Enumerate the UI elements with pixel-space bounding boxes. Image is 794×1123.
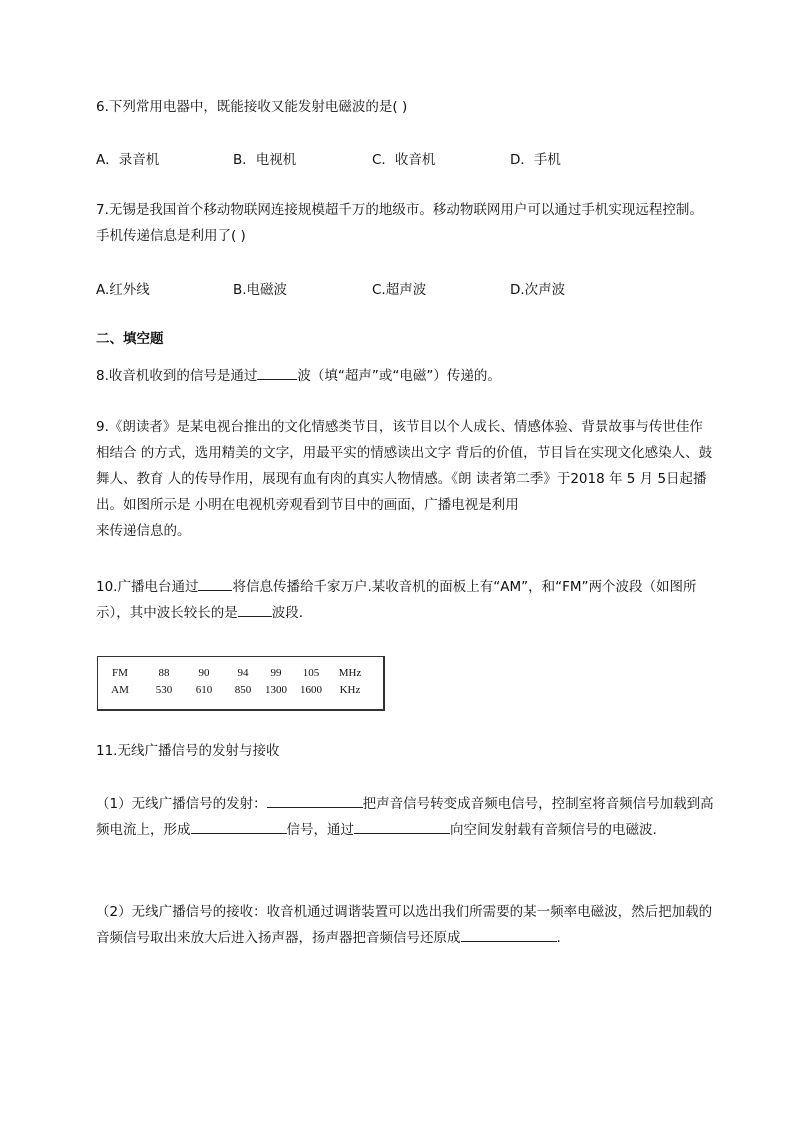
q11-blank-1[interactable] [267,793,363,808]
fm-value: 105 [302,667,320,679]
q6-option-c: C．收音机 [372,152,436,168]
fm-value: 94 [237,667,249,679]
am-row [98,684,383,700]
fm-unit: MHz [338,667,362,679]
q6-option-a: A．录音机 [96,152,160,168]
question-8 [96,363,716,389]
am-value: 1600 [300,684,322,696]
q8-text-before: 8.收音机收到的信号是通过 [96,368,258,384]
fm-value: 88 [158,667,170,679]
q11-blank-2[interactable] [191,819,287,834]
q10-part-3: 波段. [271,605,304,621]
q7-option-b: B.电磁波 [233,282,288,298]
fm-label: FM [112,667,128,679]
fm-value: 90 [198,667,210,679]
question-6-stem: 6.下列常用电器中，既能接收又能发射电磁波的是( ) [96,99,408,115]
q9-tail: 来传递信息的。 [96,523,191,539]
question-6-options [96,148,716,168]
q6-option-d: D．手机 [510,152,561,168]
am-label: AM [111,684,129,696]
q10-blank-2[interactable] [238,602,272,617]
section-heading-fill-in: 二、填空题 [96,331,164,347]
question-7-stem: 7.无锡是我国首个移动物联网连接规模超千万的地级市。移动物联网用户可以通过手机实现远程控制。手机传递信息是利用了( ) [96,202,703,244]
question-9 [96,414,716,544]
fm-row [98,667,383,683]
q11-p1-a: （1）无线广播信号的发射： [96,796,267,812]
q7-option-a: A.红外线 [96,282,150,298]
q10-part-2: 将信息传播给千家万户.某收音机的面板上有“AM”，和“FM”两个波段（如图所示），其中波长较长的是 [96,579,697,621]
q11-part-2 [96,899,716,951]
q10-blank-1[interactable] [198,576,232,591]
q11-p1-c: 信号，通过 [286,822,354,838]
am-value: 530 [155,684,173,696]
am-value: 1300 [265,684,287,696]
fm-value: 99 [270,667,282,679]
q11-p2-b: . [556,930,561,946]
q9-text: 9.《朗读者》是某电视台推出的文化情感类节目，该节目以个人成长、情感体验、背景故事与传世佳作相结合 的方式，选用精美的文字，用最平实的情感读出文字 背后的价值，节目旨在实现文化感染人、鼓舞人、教育 人的传导作用，展现有血有肉的真实人物情感。《朗 读者第二季》于2018 年 5 月 5日起播出。如图所示是 小明在电视机旁观看到节目中的画面，广播电视是利用 [96,419,713,513]
question-11-title: 11.无线广播信号的发射与接收 [96,743,280,759]
q8-text-after: 波（填“超声”或“电磁”）传递的。 [297,368,501,384]
q10-part-1: 10.广播电台通过 [96,579,199,595]
question-7-options [96,278,716,298]
q6-option-b: B．电视机 [233,152,297,168]
question-10 [96,574,716,626]
q11-blank-3[interactable] [354,819,450,834]
am-unit: KHz [339,684,361,696]
q11-p1-d: 向空间发射载有音频信号的电磁波. [450,822,657,838]
am-value: 850 [234,684,252,696]
q8-answer-blank[interactable] [257,365,297,380]
radio-dial-panel [97,656,385,711]
q11-p1-b: 把声音信号转变成音频电信号，控制室将音频信号加载到高频电流上，形成 [96,796,714,838]
q7-option-c: C.超声波 [372,282,427,298]
q11-part-1 [96,791,716,843]
am-value: 610 [195,684,213,696]
q7-option-d: D.次声波 [510,282,566,298]
q11-p2-a: （2）无线广播信号的接收：收音机通过调谐装置可以选出我们所需要的某一频率电磁波，然后把加载的音频信号取出来放大后进入扬声器，扬声器把音频信号还原成 [96,904,713,946]
q11-blank-4[interactable] [461,927,557,942]
